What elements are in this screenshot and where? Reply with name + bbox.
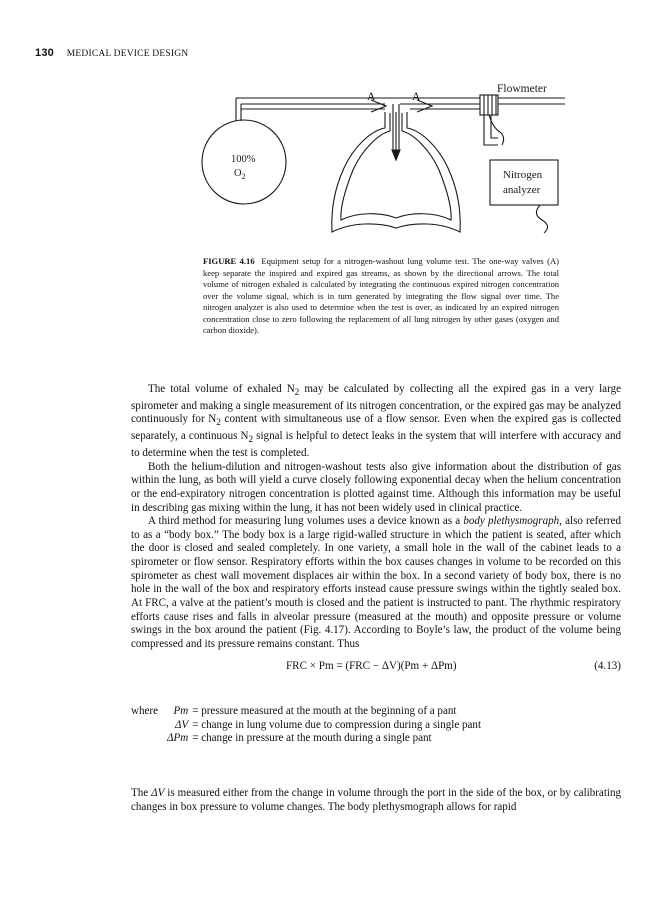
flowmeter-label: Flowmeter xyxy=(497,83,547,95)
valve-label-right: A xyxy=(412,91,421,103)
oxygen-tank-label: $O_2$ xyxy=(234,168,246,181)
definition-text: = change in pressure at the mouth during a single pant xyxy=(192,732,432,745)
running-title: MEDICAL DEVICE DESIGN xyxy=(66,49,189,59)
nitrogen-washout-diagram xyxy=(0,0,670,255)
page-number: 130 xyxy=(35,47,54,59)
closing-paragraph: The ΔV is measured either from the change in volume through the port in the side of the box, or by calibrating changes in box pressure to volume changes. The body plethysmograph allows for rapid xyxy=(131,787,622,813)
equation-4-13 xyxy=(131,660,621,676)
definition-symbol: ΔPm xyxy=(167,732,189,745)
analyzer-output-wire xyxy=(536,205,547,233)
nitrogen-analyzer-box xyxy=(490,160,558,205)
paragraph-1: The total volume of exhaled $N_2$ may be calculated by collecting all the expired gas in a very large spirometer and making a single measurement of its nitrogen concentration, or the expired gas may be analyzed continuously for $N_2$ content with simultaneous use of a flow sensor. Even when the expired gas is collected separately, a continuous $N_2$ signal is helpful to detect leaks in the system that will interfere with accuracy and to determine when the test is completed. xyxy=(131,383,621,460)
oxygen-tank-percent: 100% xyxy=(231,154,256,165)
definition-row xyxy=(131,705,481,719)
flowmeter xyxy=(480,95,498,115)
definition-row xyxy=(131,719,481,733)
equation-expression: FRC × Pm = (FRC − ΔV)(Pm + ΔPm) xyxy=(286,660,457,672)
definition-symbol: ΔV xyxy=(174,718,189,731)
figure-caption xyxy=(203,256,559,337)
definition-row xyxy=(131,732,481,746)
figure-label: FIGURE 4.16 xyxy=(203,256,255,266)
analyzer-label-line1: Nitrogen xyxy=(503,169,543,181)
paragraph-3: A third method for measuring lung volumes uses a device known as a body plethysmograph, also referred to as a “body box.” The body box is a large rigid-walled structure in which the patient is seated, after which the door is closed and sealed completely. In one variety, a small hole in the wall of the cabinet leads to a spirometer or flow sensor. Respiratory efforts within the box causes changes in volume to be recorded on this spirometer as chest wall movement displaces air within the box. In a second variety of body box, there is no hole in the wall of the box and respiratory efforts instead cause pressure swings within the tightly sealed box. At FRC, a valve at the patient’s mouth is closed and the patient is instructed to pant. The rhythmic respiratory efforts cause rises and falls in alveolar pressure (measured at the mouth) and opposite pressure or volume swings in the box around the patient (Fig. 4.17). According to Boyle’s law, the product of the volume being compressed and its pressure remains constant. Thus xyxy=(131,515,621,650)
variable-definitions xyxy=(131,705,481,746)
definition-symbol: Pm xyxy=(173,705,189,717)
equation-number: (4.13) xyxy=(594,660,621,672)
valve-label-left: A xyxy=(367,91,376,103)
where-word: where xyxy=(131,705,158,717)
body-text xyxy=(131,383,621,651)
caption-text: Equipment setup for a nitrogen-washout lung volume test. The one-way valves (A) keep separate the inspired and expired gas streams, as shown by the directional arrows. The total volume of nitrogen exhaled is calculated by integrating the continuous expired nitrogen concentration over the volume signal, which is in turn generated by integrating the flow signal over time. The nitrogen analyzer is also used to determine when the test is over, as indicated by an expired nitrogen concentration close to zero following the replacement of all lung nitrogen by other gases (oxygen and carbon dioxide). xyxy=(203,256,559,336)
definition-text: = pressure measured at the mouth at the beginning of a pant xyxy=(192,705,457,717)
analyzer-label-line2: analyzer xyxy=(503,184,541,196)
paragraph-2: Both the helium-dilution and nitrogen-washout tests also give information about the distribution of gas within the lung, as both will yield a curve closely following exponential decay when the helium concentration or the end-expiratory nitrogen concentration is plotted against time. Although this information may be useful in describing gas mixing within the lung, it has not been widely used in clinical practice. xyxy=(131,460,621,514)
definition-text: = change in lung volume due to compression during a single pant xyxy=(192,718,482,731)
